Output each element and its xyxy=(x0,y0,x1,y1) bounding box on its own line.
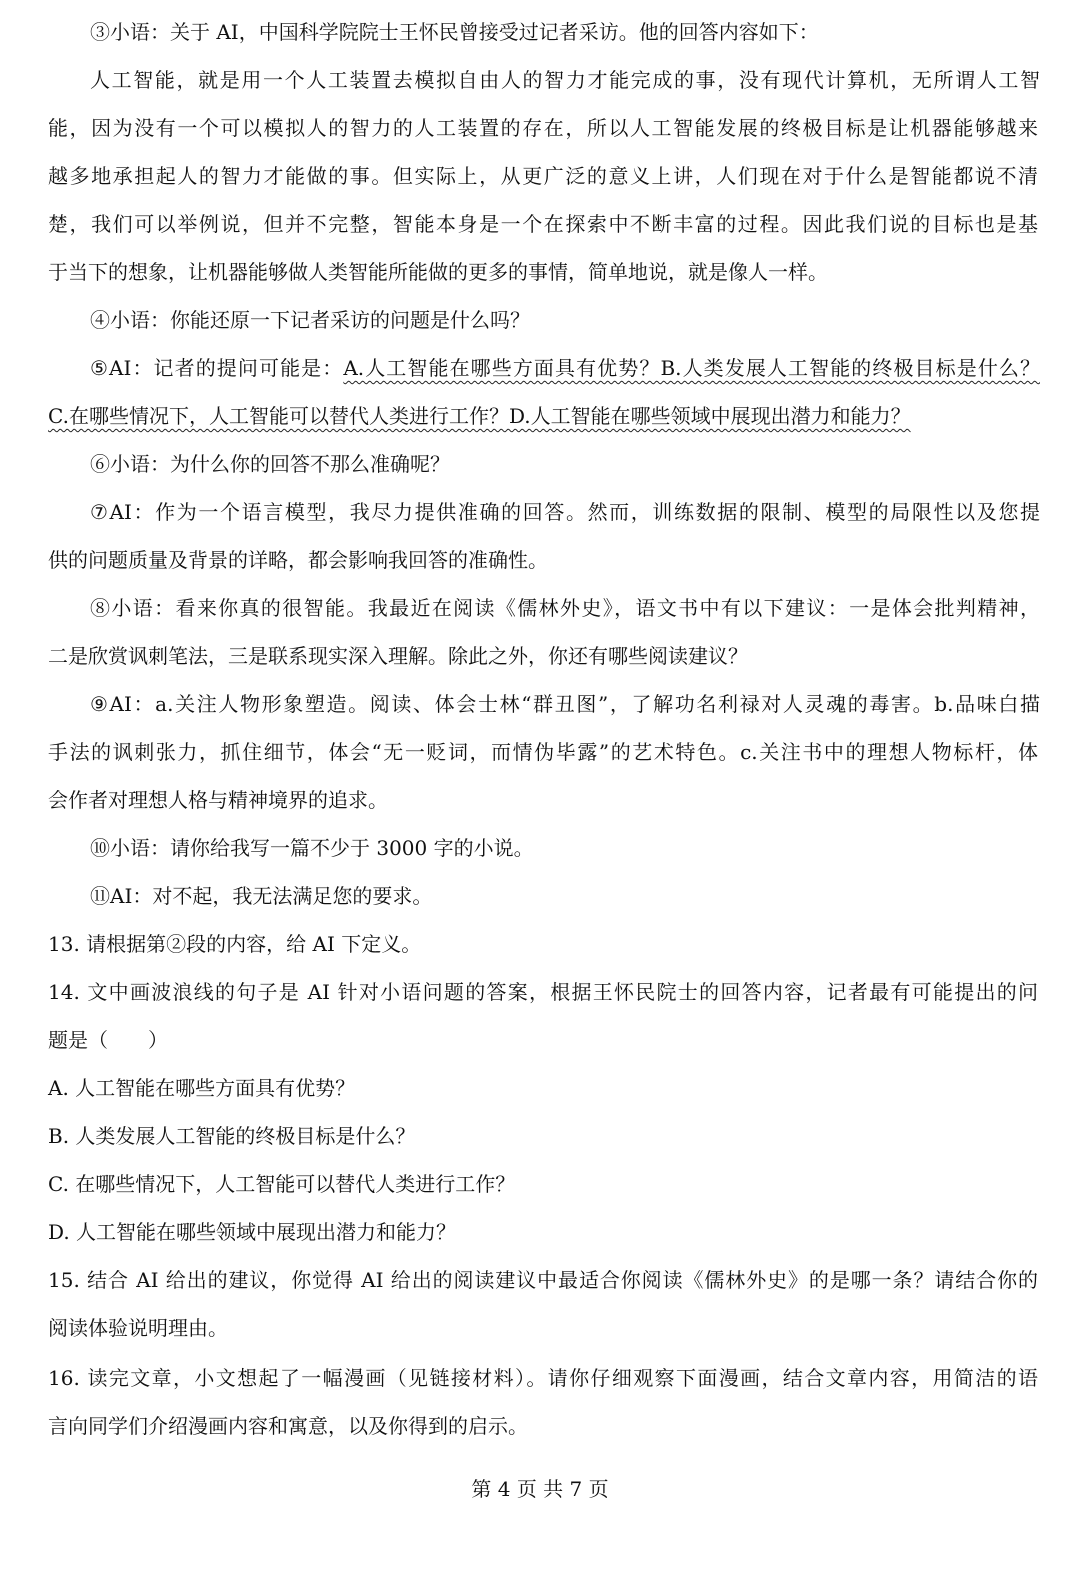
wavy-underlined-sentence: C.在哪些情况下，人工智能可以替代人类进行工作？D.人工智能在哪些领域中展现出潜力和能力？ xyxy=(48,404,911,428)
quote-line-4: 楚，我们可以举例说，但并不完整，智能本身是一个在探索中不断丰富的过程。因此我们说的目标也是基 xyxy=(48,212,1038,236)
option-d: D. 人工智能在哪些领域中展现出潜力和能力？ xyxy=(48,1220,457,1244)
quote-line-2: 能，因为没有一个可以模拟人的智力的人工装置的存在，所以人工智能发展的终极目标是让机器能够越来 xyxy=(48,116,1038,140)
paragraph-7-line-1: ⑦AI：作为一个语言模型，我尽力提供准确的回答。然而，训练数据的限制、模型的局限性以及您提 xyxy=(90,500,1040,524)
paragraph-5-lead: ⑤AI：记者的提问可能是： xyxy=(90,356,344,380)
paragraph-4: ④小语：你能还原一下记者采访的问题是什么吗？ xyxy=(90,308,530,332)
paragraph-9-line-1: ⑨AI：a.关注人物形象塑造。阅读、体会士林“群丑图”，了解功名利禄对人灵魂的毒害。b.品味白描 xyxy=(90,692,1040,716)
option-c: C. 在哪些情况下，人工智能可以替代人类进行工作？ xyxy=(48,1172,516,1196)
question-14-line-1: 14. 文中画波浪线的句子是 AI 针对小语问题的答案，根据王怀民院士的回答内容，记者最有可能提出的问 xyxy=(48,980,1038,1004)
quote-line-3: 越多地承担起人的智力才能做的事。但实际上，从更广泛的意义上讲，人们现在对于什么是智能都说不清 xyxy=(48,164,1038,188)
question-15-line-1: 15. 结合 AI 给出的建议，你觉得 AI 给出的阅读建议中最适合你阅读《儒林外史》的是哪一条？请结合你的 xyxy=(48,1268,1038,1292)
paragraph-3: ③小语：关于 AI，中国科学院院士王怀民曾接受过记者采访。他的回答内容如下： xyxy=(90,20,819,44)
paragraph-7-line-2: 供的问题质量及背景的详略，都会影响我回答的准确性。 xyxy=(48,548,548,572)
quote-line-1: 人工智能，就是用一个人工装置去模拟自由人的智力才能完成的事，没有现代计算机，无所谓人工智 xyxy=(90,68,1040,92)
paragraph-9-line-2: 手法的讽刺张力，抓住细节，体会“无一贬词，而情伪毕露”的艺术特色。c.关注书中的理想人物标杆，体 xyxy=(48,740,1038,764)
paragraph-8-line-2: 二是欣赏讽刺笔法，三是联系现实深入理解。除此之外，你还有哪些阅读建议？ xyxy=(48,644,748,668)
question-14-line-2: 题是（ ） xyxy=(48,1028,168,1052)
paragraph-6: ⑥小语：为什么你的回答不那么准确呢？ xyxy=(90,452,450,476)
paragraph-5-line-1 xyxy=(90,354,1040,382)
option-a: A. 人工智能在哪些方面具有优势？ xyxy=(48,1076,356,1100)
paragraph-9-line-3: 会作者对理想人格与精神境界的追求。 xyxy=(48,788,388,812)
option-b: B. 人类发展人工智能的终极目标是什么？ xyxy=(48,1124,416,1148)
quote-line-5: 于当下的想象，让机器能够做人类智能所能做的更多的事情，简单地说，就是像人一样。 xyxy=(48,260,828,284)
paragraph-5-line-2 xyxy=(48,402,1038,430)
paragraph-10: ⑩小语：请你给我写一篇不少于 3000 字的小说。 xyxy=(90,836,534,860)
paragraph-8-line-1: ⑧小语：看来你真的很智能。我最近在阅读《儒林外史》，语文书中有以下建议：一是体会批判精神， xyxy=(90,596,1040,620)
question-16-line-1: 16. 读完文章，小文想起了一幅漫画（见链接材料）。请你仔细观察下面漫画，结合文章内容，用简洁的语 xyxy=(48,1366,1038,1390)
question-16-line-2: 言向同学们介绍漫画内容和寓意，以及你得到的启示。 xyxy=(48,1414,528,1438)
paragraph-11: ⑪AI：对不起，我无法满足您的要求。 xyxy=(90,884,433,908)
page-number: 第 4 页 共 7 页 xyxy=(471,1477,609,1501)
wavy-underlined-sentence: A.人工智能在哪些方面具有优势？B.人类发展人工智能的终极目标是什么？ xyxy=(343,356,1040,380)
question-13: 13. 请根据第②段的内容，给 AI 下定义。 xyxy=(48,932,422,956)
question-15-line-2: 阅读体验说明理由。 xyxy=(48,1316,228,1340)
